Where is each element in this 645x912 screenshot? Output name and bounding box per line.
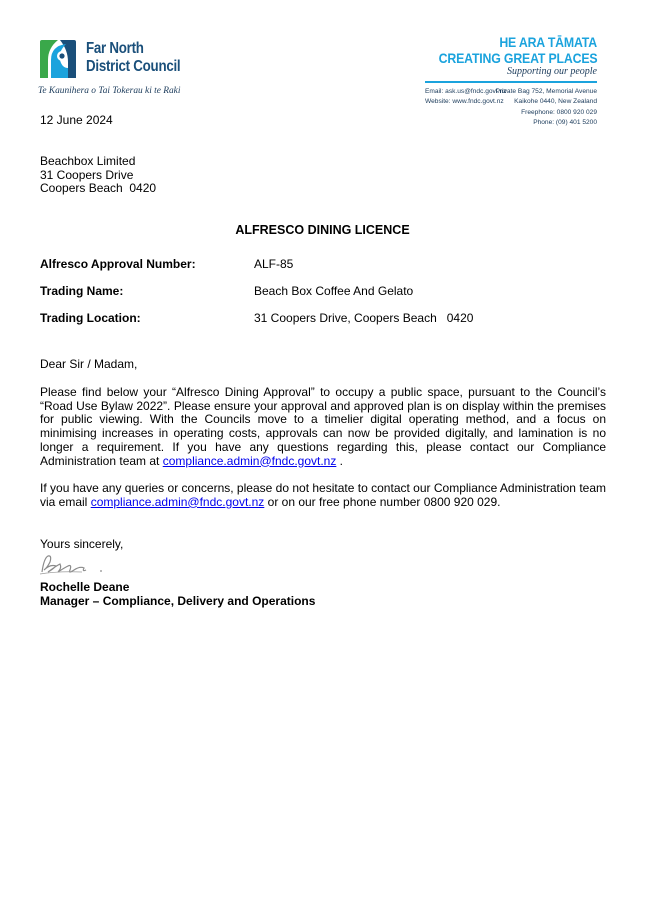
letter-date: 12 June 2024 [40,113,113,127]
compliance-email-link-2[interactable]: compliance.admin@fndc.govt.nz [90,494,265,509]
contact-freephone: Freephone: 0800 920 029 [521,108,597,116]
trading-name-label: Trading Name: [40,284,124,298]
recipient-address [40,155,156,196]
council-name-line1: Far North [86,40,144,57]
signature-image [38,552,118,578]
trading-location-label: Trading Location: [40,311,141,325]
recipient-line3: Coopers Beach 0420 [40,181,157,196]
council-name [86,40,180,76]
closing: Yours sincerely, [40,537,124,551]
contact-postal [496,87,597,129]
paragraph-approval [40,386,606,468]
signatory-title: Manager – Compliance, Delivery and Operations [40,594,316,608]
trading-location-value: 31 Coopers Drive, Coopers Beach 0420 [254,311,474,325]
paragraph-queries [40,482,606,509]
paragraph-queries-end: or on our free phone number 0800 920 029. [264,494,501,509]
recipient-line1: Beachbox Limited [40,154,136,168]
brand-divider [425,81,597,83]
letter-title: ALFRESCO DINING LICENCE [235,223,410,237]
contact-email: Email: ask.us@fndc.govt.nz [425,88,507,95]
contact-website: Website: www.fndc.govt.nz [425,98,504,106]
paragraph-approval-text: Please find below your “Alfresco Dining Approval” to occupy a public space, pursuant to the Council’s “Road Use Bylaw 2022”. Please ensure your approval and approved plan is on display within the premises for public viewing. With the Councils move to a timelier digital operating method, and a focus on minimising increases in operating costs, approvals can now be provided digitally, and lamination is no longer a requirement. If you have any questions regarding this, please contact our Compliance Administration team at [40,385,606,468]
trading-name-value: Beach Box Coffee And Gelato [254,284,414,298]
council-name-line2: District Council [86,58,181,75]
recipient-line2: 31 Coopers Drive [40,167,134,182]
compliance-email-link[interactable]: compliance.admin@fndc.govt.nz [162,453,337,468]
contact-address-line1: Private Bag 752, Memorial Avenue [495,88,597,95]
brand-line3: Supporting our people [507,66,597,77]
salutation: Dear Sir / Madam, [40,357,138,371]
paragraph-approval-end: . [336,453,344,468]
approval-number-label: Alfresco Approval Number: [40,257,196,271]
paragraph-queries-text: If you have any queries or concerns, please do not hesitate to contact our Compliance Administration team via email [40,481,606,509]
contact-address-line2: Kaikohe 0440, New Zealand [514,98,597,106]
council-tagline: Te Kaunihera o Tai Tokerau ki te Raki [38,86,181,96]
council-logo-icon [38,38,78,80]
brand-line2: CREATING GREAT PLACES [438,50,597,66]
signatory-name: Rochelle Deane [40,580,130,594]
contact-online [425,87,506,108]
brand-line1: HE ARA TĀMATA [499,34,597,50]
contact-phone: Phone: (09) 401 5200 [533,119,597,127]
approval-number-value: ALF-85 [254,257,294,271]
